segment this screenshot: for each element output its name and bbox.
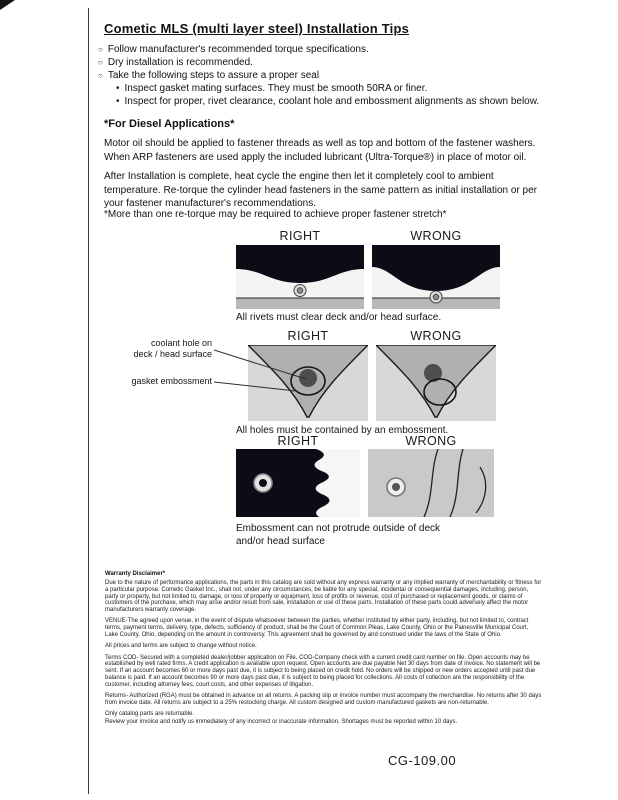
filled-bullet-icon: • [116,83,120,94]
row3-right-label: RIGHT [277,434,319,448]
sub-bullet-item [116,83,562,95]
bullet-text: Inspect gasket mating surfaces. They must be smooth 50RA or finer. [124,83,428,94]
bullet-text: Take the following steps to assure a proper seal [107,70,320,81]
diagram-coolant-right [248,345,368,421]
diagram-rivet-wrong [372,245,500,309]
page-left-rule [88,8,89,794]
bullet-text: Dry installation is recommended. [107,57,253,68]
page-title: Cometic MLS (multi layer steel) Installation Tips [104,21,410,36]
row1-right-label: RIGHT [279,229,321,243]
gasket-embossment-annotation: gasket embossment [131,376,212,386]
diesel-applications-heading: *For Diesel Applications* [104,118,235,130]
filled-bullet-icon: • [116,96,120,107]
warranty-disclaimer-section [105,571,542,730]
disclaimer-paragraph: VENUE-The agreed upon venue, in the event of dispute whatsoever between the parties, whether instituted by either party, including, but not limited to, contract terms, payment terms, delivery, type, defects, sufficiency of product, shall be the Court of Common Pleas, Lake County, Ohio or the Painesville Municipal Court, Lake County, Ohio, depending on the amount in controversy. This agreement shall be governed by and construed under the laws of the State of Ohio. [105,618,529,639]
annotation-line: deck / head surface [133,348,212,359]
disclaimer-paragraph: Returns- Authorized (RGA) must be obtained in advance on all returns. A packing slip or invoice number must accompany the merchandise. No returns after 30 days from invoice date. All returns are subject to a 25% restocking charge. All custom designed and custom manufactured gaskets are non-returnable. [105,693,542,706]
open-bullet-icon: ○ [98,58,103,67]
scan-corner-mark [0,0,15,10]
disclaimer-paragraph: All prices and terms are subject to change without notice. [105,643,257,650]
bullet-item [98,70,544,82]
diagram-embossment-wrong [368,449,494,517]
page-code: CG-109.00 [388,753,457,768]
row2-wrong-label: WRONG [410,329,462,343]
row1-caption: All rivets must clear deck and/or head surface. [236,312,442,323]
caption-line: Embossment can not protrude outside of deck [236,523,441,534]
diagram-coolant-wrong [376,345,496,421]
diagram-rivet-right [236,245,364,309]
bullet-text: Follow manufacturer's recommended torque specifications. [107,44,369,55]
diesel-paragraph-2: After Installation is complete, heat cycle the engine then let it completely cool to ambient temperature. Re-torque the cylinder head fasteners in the same pattern as initial installation or per your fastener manufacturer's recommendations. [104,171,538,209]
sub-bullet-item [116,96,562,108]
row3-wrong-label: WRONG [405,434,457,448]
row2-caption: All holes must be contained by an embossment. [236,425,449,436]
diagram-embossment-right [236,449,360,517]
bullet-text: Inspect for proper, rivet clearance, coolant hole and embossment alignments as shown below. [124,96,540,107]
disclaimer-paragraph: Only catalog parts are returnable. [105,711,195,718]
row3-caption [236,522,440,548]
disclaimer-paragraph: Due to the nature of performance applications, the parts in this catalog are sold without any express warranty or any implied warranty of merchantability or fitness for a particular purpose. Cometic Gasket Inc., shall not, under any circumstances, be liable for any special, incidental or consequential damages, including, person, party or property, but not limited to, damage, or loss of property or equipment, loss of profits or revenue, cost of purchased or replacement goods, or claims of customers of the purchase, which may arise and/or result from sale, installation or use of these parts. Installation of these parts could adversely affect the motor manufacturers warranty coverage. [105,580,542,614]
open-bullet-icon: ○ [98,45,103,54]
bullet-item [98,44,544,56]
coolant-hole-annotation [126,338,212,359]
annotation-line: coolant hole on [150,338,212,348]
open-bullet-icon: ○ [98,71,103,80]
row2-right-label: RIGHT [287,329,329,343]
caption-line: and/or head surface [236,536,325,547]
warranty-disclaimer-heading: Warranty Disclaimer* [105,571,166,577]
retorque-note: *More than one re-torque may be required to achieve proper fastener stretch* [104,209,447,220]
row1-wrong-label: WRONG [410,229,462,243]
diesel-paragraph-1: Motor oil should be applied to fastener threads as well as top and bottom of the fastener washers. When ARP fasteners are used apply the included lubricant (Ultra-Torque®) in place of motor oil. [104,138,536,163]
disclaimer-paragraph: Terms COD- Secured with a completed dealer/jobber application on File, COD-Company check with a current credit card number on file. Open accounts may be established by well rated firms. A credit application is available upon request. Open accounts are due payable Net 30 days from date of invoice. No statement will be sent. If an account becomes 60 or more days past due, it is subject to being placed on credit hold. No orders will be shipped or new orders accepted until past due balance is paid. If an account becomes 90 or more days past due, it is subject to being placed for collections. All costs of collection are the responsibility of the customer, including attorney fees, court costs, and other expenses of litigation. [105,654,541,688]
disclaimer-paragraph: Review your invoice and notify us immediately of any incorrect or inaccurate information. Shortages must be reported within 10 days. [105,718,458,725]
bullet-item [98,57,544,69]
